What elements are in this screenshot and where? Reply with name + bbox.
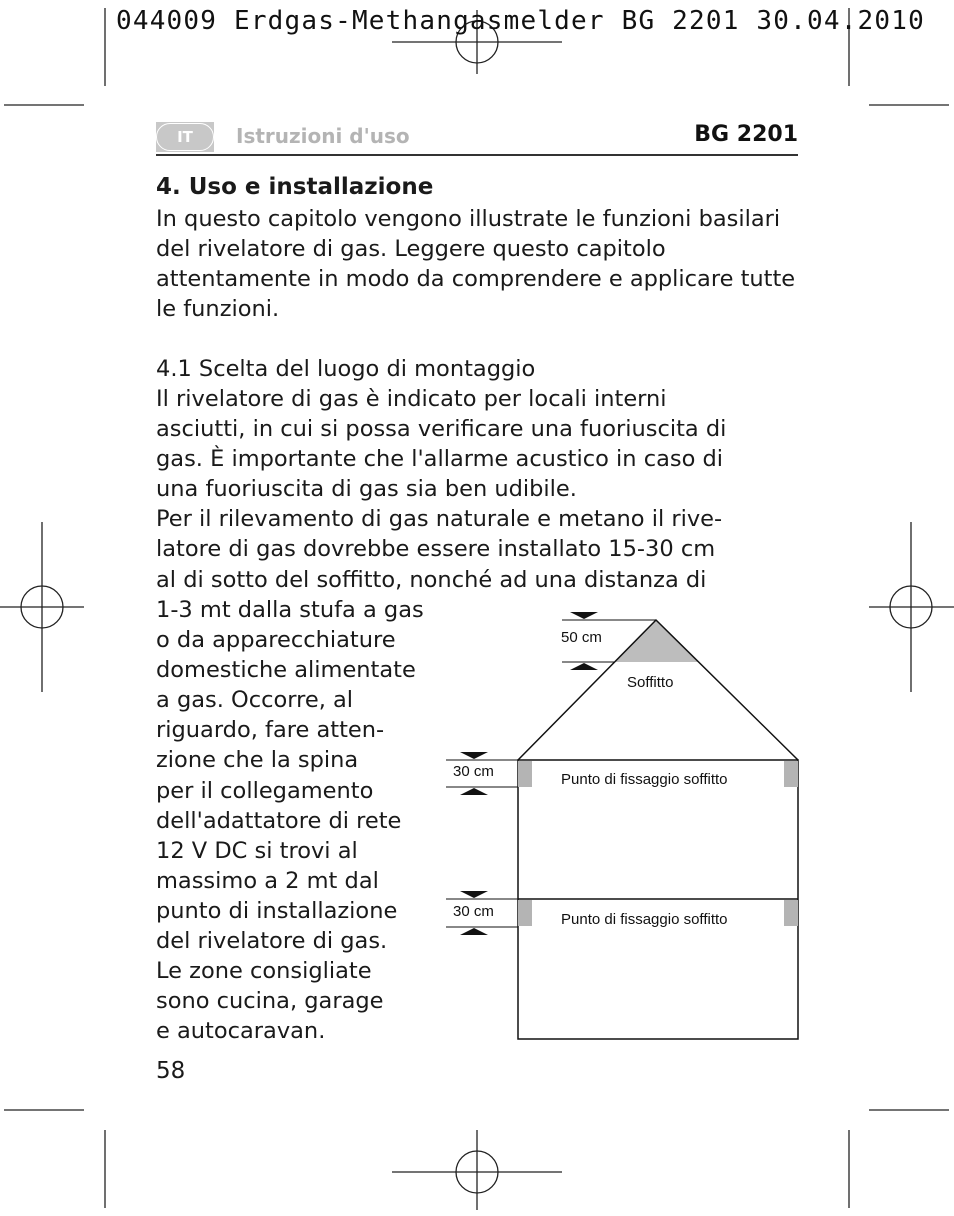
text-line: una fuoriuscita di gas sia ben udibile. xyxy=(156,476,577,503)
subsection-heading: 4.1 Scelta del luogo di montaggio xyxy=(156,356,536,382)
text-line: del rivelatore di gas. xyxy=(156,928,388,955)
text-line: Il rivelatore di gas è indicato per locali interni xyxy=(156,386,667,412)
text-line: latore di gas dovrebbe essere installato 15-30 cm xyxy=(156,536,716,563)
text-line: e autocaravan. xyxy=(156,1018,326,1045)
section-heading: 4. Uso e installazione xyxy=(156,174,434,200)
text-line: dell'adattatore di rete xyxy=(156,807,402,834)
mount-zone-right-2 xyxy=(784,900,798,926)
text-line: sono cucina, garage xyxy=(156,988,384,1015)
text-line: 1-3 mt dalla stufa a gas xyxy=(156,597,424,623)
text-line: a gas. Occorre, al xyxy=(156,687,354,714)
mount-point-label-1: Punto di fissaggio soffitto xyxy=(561,771,728,788)
mount-point-label-2: Punto di fissaggio soffitto xyxy=(561,911,728,928)
dimension-label-50cm: 50 cm xyxy=(561,629,602,646)
page-number: 58 xyxy=(156,1058,186,1084)
text-line: per il collegamento xyxy=(156,777,374,804)
model-name: BG 2201 xyxy=(694,122,798,147)
dimension-label-30cm-lower: 30 cm xyxy=(453,903,494,920)
text-line: asciutti, in cui si possa verificare una fuoriuscita di xyxy=(156,416,727,443)
print-slug: 044009 Erdgas-Methangasmelder BG 2201 30.04.2010 xyxy=(116,6,925,36)
text-line: punto di installazione xyxy=(156,897,398,924)
text-line: o da apparecchiature xyxy=(156,627,396,654)
text-line: gas. È importante che l'allarme acustico in caso di xyxy=(156,446,724,473)
text-line: al di sotto del soffitto, nonché ad una distanza di xyxy=(156,566,707,593)
language-code: IT xyxy=(156,123,214,151)
text-line: domestiche alimentate xyxy=(156,657,416,684)
text-line: riguardo, fare atten- xyxy=(156,717,385,744)
text-line: Le zone consigliate xyxy=(156,958,372,985)
manual-title: Istruzioni d'uso xyxy=(236,124,410,148)
dimension-label-30cm-upper: 30 cm xyxy=(453,763,494,780)
text-line: 12 V DC si trovi al xyxy=(156,837,358,864)
text-line: zione che la spina xyxy=(156,747,359,774)
intro-paragraph: In questo capitolo vengono illustrate le funzioni basilari del rivelatore di gas. Leggere questo capitolo attentamente in modo da comprendere e applicare tutte le funzioni. xyxy=(156,206,796,323)
mount-zone-right-1 xyxy=(784,761,798,787)
text-line: Per il rilevamento di gas naturale e metano il rive- xyxy=(156,506,723,533)
roof-peak-zone xyxy=(614,620,698,662)
roof-label: Soffitto xyxy=(627,674,674,691)
mount-zone-left-1 xyxy=(518,761,532,787)
mount-zone-left-2 xyxy=(518,900,532,926)
text-line: massimo a 2 mt dal xyxy=(156,867,379,894)
